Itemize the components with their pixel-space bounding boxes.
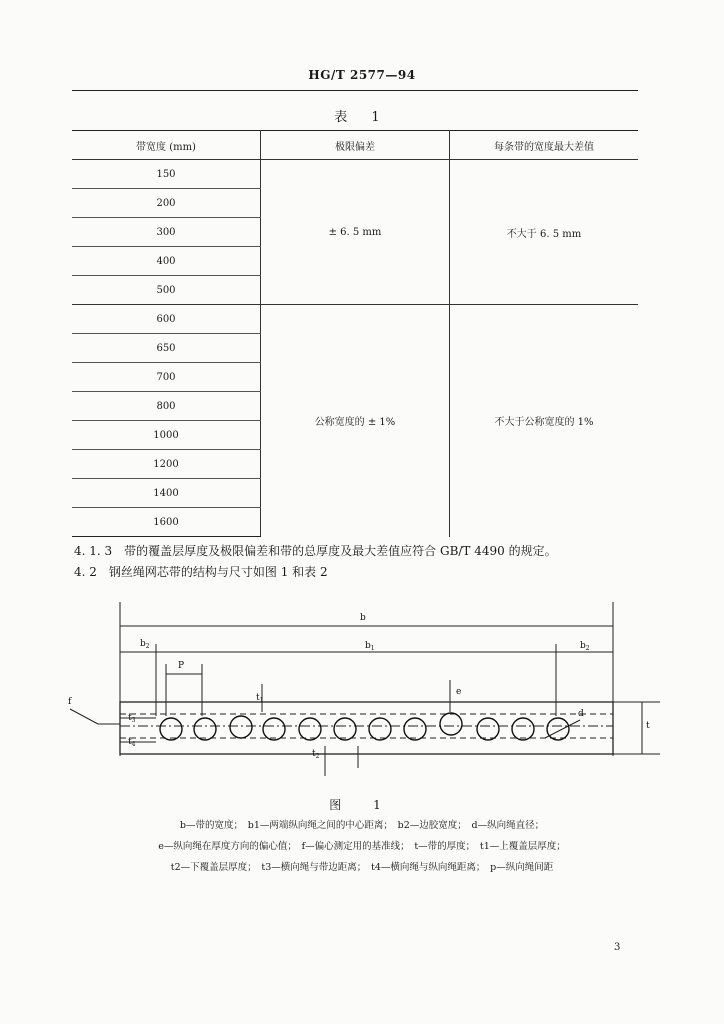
clause-4-2: 4. 2 钢丝绳网芯带的结构与尺寸如图 1 和表 2: [74, 565, 328, 579]
header-rule: [72, 90, 638, 91]
table-header-row: [72, 131, 638, 160]
width-cell: 300: [72, 218, 261, 247]
label-b1: $b_1$: [365, 641, 375, 652]
width-cell: 1200: [72, 450, 261, 479]
width-cell: 150: [72, 160, 261, 189]
header-width: 带宽度 (mm): [72, 131, 261, 160]
width-cell: 1600: [72, 508, 261, 537]
figure-caption: 图 1: [329, 798, 395, 812]
belt-cross-section-figure: [60, 596, 670, 786]
label-t3: $t_3$: [128, 713, 136, 724]
label-d: d: [578, 709, 584, 719]
label-b2-left: $b_2$: [140, 639, 150, 650]
label-t4: $t_4$: [128, 737, 136, 748]
page-number: 3: [614, 942, 621, 953]
label-t2: $t_2$: [312, 749, 320, 760]
width-cell: 1400: [72, 479, 261, 508]
figure-legend-line: t2—下覆盖层厚度； t3—横向绳与带边距离； t4—横向绳与纵向绳距离； p—纵向绳间距: [170, 862, 554, 873]
max-diff-cell-group2: 不大于公称宽度的 1%: [494, 417, 594, 429]
width-cell: 500: [72, 276, 261, 305]
label-p: P: [178, 661, 185, 671]
table-row: [72, 160, 638, 189]
standard-number-header: HG/T 2577—94: [308, 68, 416, 82]
table-row: [72, 305, 638, 334]
clause-4-1-3: 4. 1. 3 带的覆盖层厚度及极限偏差和带的总厚度及最大差值应符合 GB/T 4490 的规定。: [74, 544, 557, 558]
figure-legend-line: e—纵向绳在厚度方向的偏心值； f—偏心测定用的基准线； t—带的厚度； t1—上覆盖层厚度；: [158, 841, 566, 852]
figure-legend-line: b—带的宽度； b1—两端纵向绳之间的中心距离； b2—边胶宽度； d—纵向绳直径；: [179, 820, 545, 831]
tolerance-cell-group2: 公称宽度的 ± 1%: [261, 305, 450, 537]
label-b2-right: $b_2$: [580, 641, 590, 652]
header-tolerance: 极限偏差: [261, 131, 450, 160]
width-cell: 650: [72, 334, 261, 363]
label-b: b: [360, 613, 366, 623]
width-cell: 800: [72, 392, 261, 421]
width-cell: 200: [72, 189, 261, 218]
header-max-diff: 每条带的宽度最大差值: [450, 131, 639, 160]
max-diff-cell-group1: 不大于 6. 5 mm: [450, 160, 639, 305]
width-cell: 1000: [72, 421, 261, 450]
table-title: 表 1: [334, 110, 390, 125]
label-t: t: [646, 721, 650, 731]
width-cell: 700: [72, 363, 261, 392]
label-f: f: [68, 697, 72, 707]
label-e: e: [456, 687, 462, 697]
tolerance-cell-group1: ± 6. 5 mm: [261, 160, 450, 305]
width-cell: 400: [72, 247, 261, 276]
label-t1: $t_1$: [256, 693, 264, 704]
width-tolerance-table: [72, 130, 638, 537]
width-cell: 600: [72, 305, 261, 334]
